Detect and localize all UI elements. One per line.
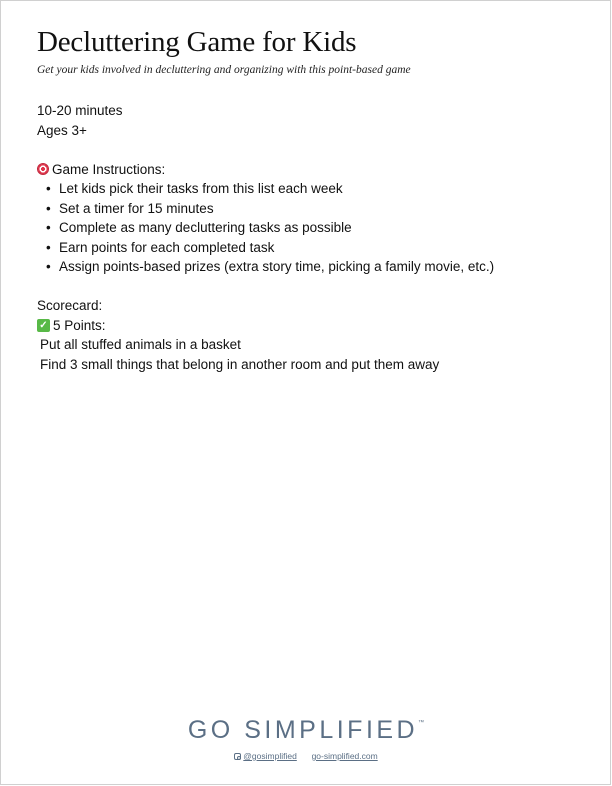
document-body bbox=[37, 101, 577, 374]
list-item-text: Set a timer for 15 minutes bbox=[59, 200, 214, 216]
scorecard-heading: Scorecard: bbox=[37, 298, 103, 313]
list-item bbox=[46, 199, 577, 219]
bullet-icon: • bbox=[46, 259, 51, 274]
instagram-link[interactable]: @gosimplified bbox=[243, 751, 297, 761]
bullet-icon: • bbox=[46, 200, 51, 216]
task-item: Put all stuffed animals in a basket bbox=[40, 337, 241, 352]
website-link[interactable]: go-simplified.com bbox=[311, 751, 378, 761]
list-item bbox=[46, 238, 577, 258]
ages-text: Ages 3+ bbox=[37, 122, 87, 138]
list-item-text: Assign points-based prizes (extra story time, picking a family movie, etc.) bbox=[59, 259, 495, 274]
footer-links bbox=[0, 751, 612, 761]
duration-text: 10-20 minutes bbox=[37, 103, 123, 118]
check-icon: ✓ bbox=[37, 319, 50, 332]
points-group-label: 5 Points: bbox=[53, 317, 106, 333]
list-item-text: Let kids pick their tasks from this list each week bbox=[59, 181, 343, 196]
instagram-icon bbox=[234, 753, 241, 760]
instructions-heading-label: Game Instructions: bbox=[52, 161, 166, 177]
spacer bbox=[37, 140, 577, 160]
brand-name: GO SIMPLIFIED bbox=[187, 716, 419, 744]
instructions-heading bbox=[37, 160, 577, 180]
instructions-list bbox=[37, 179, 577, 277]
trademark-symbol: ™ bbox=[418, 720, 425, 726]
list-item bbox=[46, 179, 577, 199]
target-icon bbox=[37, 163, 49, 175]
brand-logo bbox=[0, 716, 612, 745]
page-title: Decluttering Game for Kids bbox=[37, 26, 357, 58]
page-subtitle: Get your kids involved in decluttering and organizing with this point-based game bbox=[37, 64, 411, 76]
list-item-text: Earn points for each completed task bbox=[59, 239, 275, 255]
list-item bbox=[46, 257, 577, 277]
points-group-heading bbox=[37, 316, 577, 336]
bullet-icon: • bbox=[46, 220, 51, 235]
list-item bbox=[46, 218, 577, 238]
spacer bbox=[37, 277, 577, 297]
bullet-icon: • bbox=[46, 239, 51, 255]
task-item: Find 3 small things that belong in another room and put them away bbox=[40, 356, 440, 372]
bullet-icon: • bbox=[46, 181, 51, 196]
list-item-text: Complete as many decluttering tasks as possible bbox=[59, 220, 352, 235]
